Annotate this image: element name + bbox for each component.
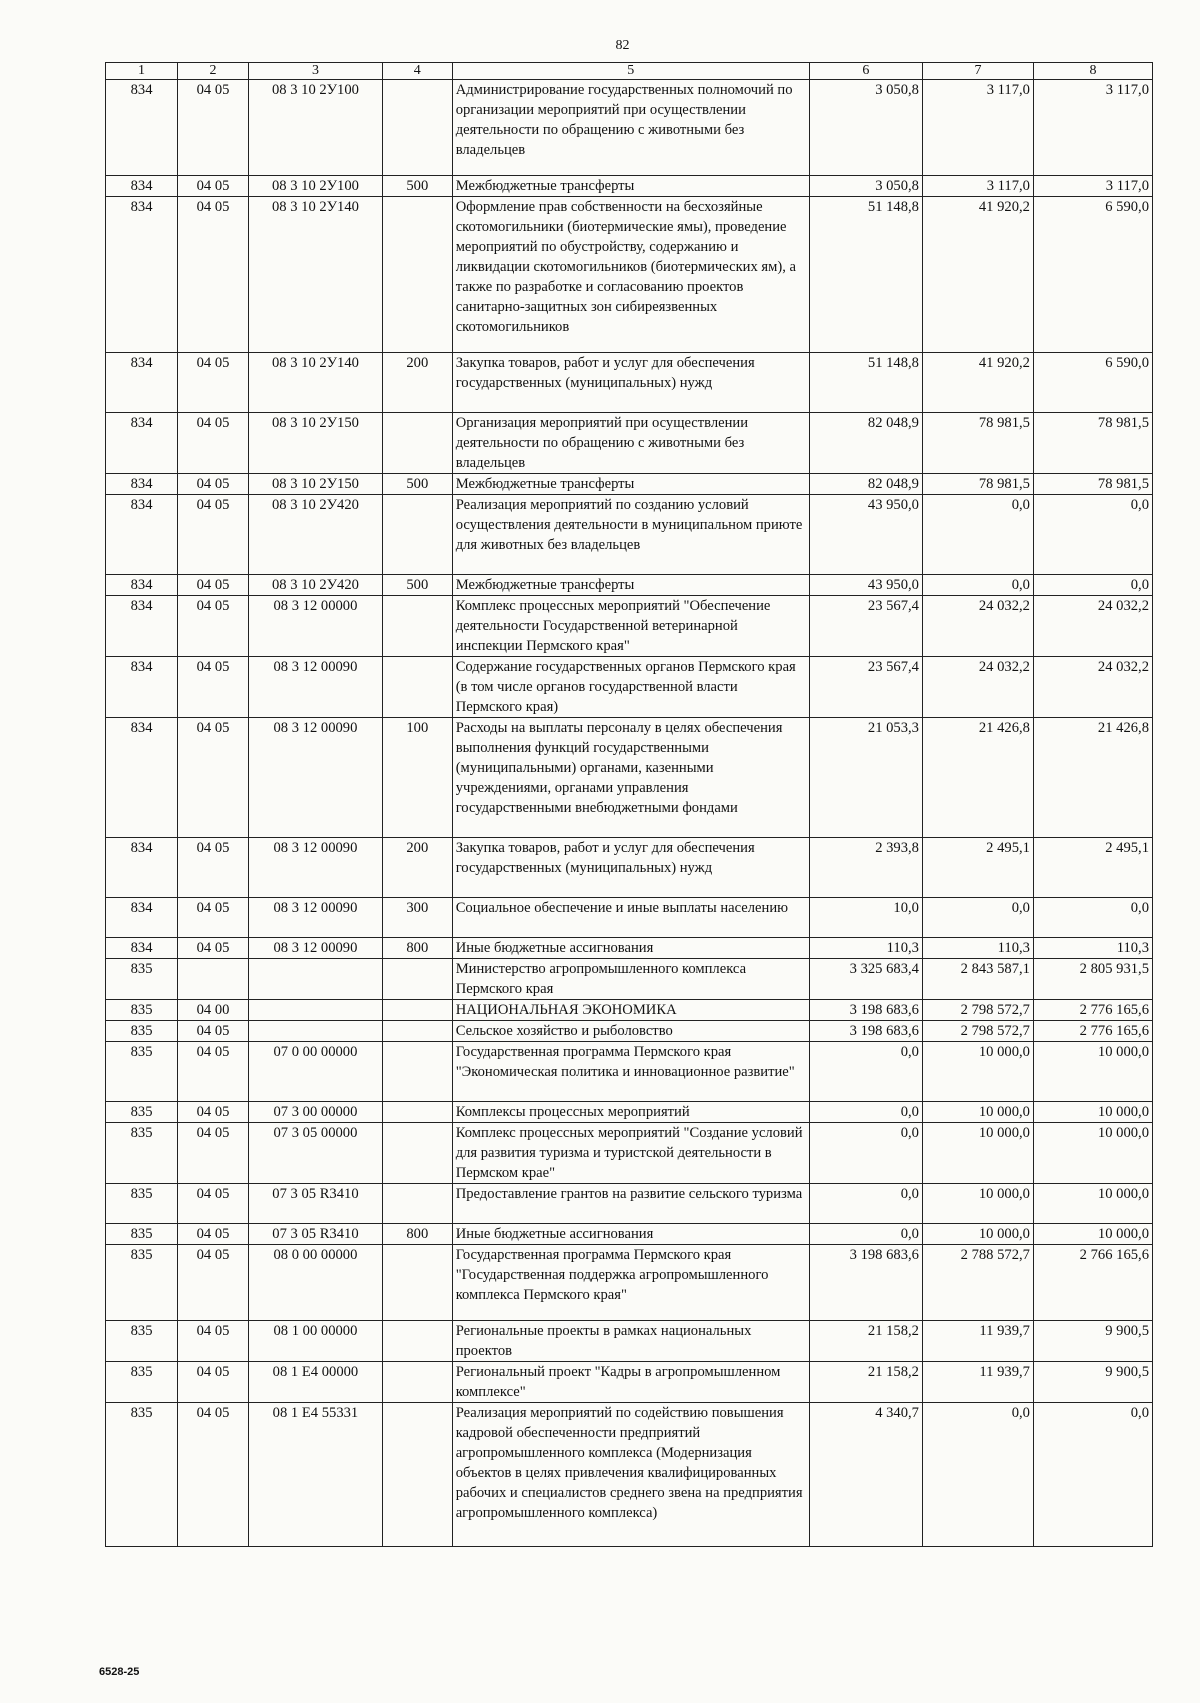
cell-amount-year-3: 78 981,5 xyxy=(1033,413,1152,474)
cell-target-article: 08 3 10 2У420 xyxy=(249,575,383,596)
cell-admin-code: 834 xyxy=(106,657,178,718)
cell-amount-year-3: 2 776 165,6 xyxy=(1033,1021,1152,1042)
cell-admin-code: 835 xyxy=(106,1123,178,1184)
cell-section: 04 05 xyxy=(178,838,249,898)
table-row xyxy=(106,1042,1153,1102)
cell-amount-year-1: 82 048,9 xyxy=(809,413,922,474)
cell-amount-year-2: 11 939,7 xyxy=(922,1321,1033,1362)
cell-description: Комплекс процессных мероприятий "Обеспечение деятельности Государственной ветеринарной инспекции Пермского края" xyxy=(452,596,809,657)
cell-section: 04 05 xyxy=(178,1123,249,1184)
cell-description: НАЦИОНАЛЬНАЯ ЭКОНОМИКА xyxy=(452,1000,809,1021)
cell-target-article: 08 3 12 00000 xyxy=(249,596,383,657)
cell-amount-year-1: 0,0 xyxy=(809,1042,922,1102)
table-row xyxy=(106,176,1153,197)
cell-expense-type xyxy=(382,1021,452,1042)
cell-amount-year-3: 3 117,0 xyxy=(1033,80,1152,176)
cell-admin-code: 835 xyxy=(106,1245,178,1321)
cell-description: Министерство агропромышленного комплекса Пермского края xyxy=(452,959,809,1000)
cell-admin-code: 834 xyxy=(106,353,178,413)
cell-amount-year-3: 0,0 xyxy=(1033,495,1152,575)
table-row xyxy=(106,1321,1153,1362)
cell-amount-year-2: 21 426,8 xyxy=(922,718,1033,838)
column-header: 4 xyxy=(382,63,452,80)
cell-admin-code: 834 xyxy=(106,898,178,938)
cell-expense-type xyxy=(382,1403,452,1547)
header-row xyxy=(106,63,1153,80)
cell-description: Организация мероприятий при осуществлении деятельности по обращению с животными без владельцев xyxy=(452,413,809,474)
column-header: 6 xyxy=(809,63,922,80)
cell-amount-year-3: 24 032,2 xyxy=(1033,596,1152,657)
column-header: 5 xyxy=(452,63,809,80)
cell-expense-type xyxy=(382,80,452,176)
cell-admin-code: 834 xyxy=(106,413,178,474)
cell-description: Содержание государственных органов Пермского края (в том числе органов государственной власти Пермского края) xyxy=(452,657,809,718)
table-row xyxy=(106,1102,1153,1123)
cell-description: Закупка товаров, работ и услуг для обеспечения государственных (муниципальных) нужд xyxy=(452,353,809,413)
cell-description: Реализация мероприятий по содействию повышения кадровой обеспеченности предприятий агропромышленного комплекса (Модернизация объектов в целях привлечения квалифицированных рабочих и специалистов среднего звена на предприятия агропромышленного комплекса) xyxy=(452,1403,809,1547)
cell-admin-code: 834 xyxy=(106,197,178,353)
table-row xyxy=(106,413,1153,474)
cell-amount-year-1: 3 198 683,6 xyxy=(809,1000,922,1021)
column-header: 3 xyxy=(249,63,383,80)
table-row xyxy=(106,495,1153,575)
cell-target-article xyxy=(249,1021,383,1042)
cell-amount-year-2: 24 032,2 xyxy=(922,596,1033,657)
cell-amount-year-1: 51 148,8 xyxy=(809,197,922,353)
cell-section: 04 05 xyxy=(178,1362,249,1403)
cell-description: Предоставление грантов на развитие сельского туризма xyxy=(452,1184,809,1224)
cell-description: Межбюджетные трансферты xyxy=(452,474,809,495)
cell-amount-year-1: 43 950,0 xyxy=(809,495,922,575)
cell-section xyxy=(178,959,249,1000)
cell-section: 04 05 xyxy=(178,596,249,657)
table-row xyxy=(106,197,1153,353)
cell-expense-type xyxy=(382,657,452,718)
cell-target-article: 08 1 00 00000 xyxy=(249,1321,383,1362)
cell-amount-year-2: 10 000,0 xyxy=(922,1224,1033,1245)
column-header: 8 xyxy=(1033,63,1152,80)
cell-expense-type: 200 xyxy=(382,353,452,413)
cell-expense-type xyxy=(382,1123,452,1184)
cell-section: 04 05 xyxy=(178,176,249,197)
cell-amount-year-2: 2 495,1 xyxy=(922,838,1033,898)
cell-expense-type xyxy=(382,495,452,575)
table-row xyxy=(106,838,1153,898)
cell-amount-year-1: 0,0 xyxy=(809,1102,922,1123)
cell-amount-year-1: 3 050,8 xyxy=(809,80,922,176)
cell-amount-year-1: 51 148,8 xyxy=(809,353,922,413)
cell-target-article: 08 3 10 2У420 xyxy=(249,495,383,575)
cell-amount-year-1: 10,0 xyxy=(809,898,922,938)
cell-amount-year-2: 3 117,0 xyxy=(922,80,1033,176)
table-row xyxy=(106,1224,1153,1245)
cell-section: 04 05 xyxy=(178,575,249,596)
cell-admin-code: 835 xyxy=(106,1362,178,1403)
cell-expense-type xyxy=(382,1000,452,1021)
cell-amount-year-2: 41 920,2 xyxy=(922,197,1033,353)
cell-amount-year-3: 9 900,5 xyxy=(1033,1321,1152,1362)
cell-admin-code: 835 xyxy=(106,1042,178,1102)
cell-target-article: 08 3 10 2У150 xyxy=(249,474,383,495)
cell-amount-year-2: 2 798 572,7 xyxy=(922,1021,1033,1042)
cell-expense-type xyxy=(382,1102,452,1123)
cell-admin-code: 835 xyxy=(106,1184,178,1224)
cell-admin-code: 834 xyxy=(106,575,178,596)
cell-amount-year-1: 82 048,9 xyxy=(809,474,922,495)
cell-expense-type xyxy=(382,1245,452,1321)
cell-section: 04 05 xyxy=(178,353,249,413)
cell-expense-type: 500 xyxy=(382,176,452,197)
cell-target-article: 07 3 05 R3410 xyxy=(249,1224,383,1245)
table-row xyxy=(106,1184,1153,1224)
cell-amount-year-2: 78 981,5 xyxy=(922,474,1033,495)
cell-amount-year-2: 41 920,2 xyxy=(922,353,1033,413)
cell-admin-code: 834 xyxy=(106,718,178,838)
cell-description: Расходы на выплаты персоналу в целях обеспечения выполнения функций государственными (муниципальными) органами, казенными учреждениями, органами управления государственными внебюджетными фондами xyxy=(452,718,809,838)
cell-amount-year-3: 2 805 931,5 xyxy=(1033,959,1152,1000)
cell-section: 04 05 xyxy=(178,1102,249,1123)
table-body xyxy=(106,80,1153,1547)
cell-section: 04 05 xyxy=(178,474,249,495)
cell-amount-year-2: 0,0 xyxy=(922,898,1033,938)
cell-amount-year-3: 6 590,0 xyxy=(1033,197,1152,353)
cell-section: 04 05 xyxy=(178,1224,249,1245)
cell-amount-year-2: 10 000,0 xyxy=(922,1042,1033,1102)
cell-amount-year-1: 0,0 xyxy=(809,1184,922,1224)
table-row xyxy=(106,575,1153,596)
cell-amount-year-1: 23 567,4 xyxy=(809,657,922,718)
document-code: 6528-25 xyxy=(99,1666,140,1678)
cell-target-article: 07 3 05 00000 xyxy=(249,1123,383,1184)
cell-amount-year-1: 2 393,8 xyxy=(809,838,922,898)
cell-expense-type: 300 xyxy=(382,898,452,938)
cell-amount-year-1: 3 198 683,6 xyxy=(809,1021,922,1042)
cell-amount-year-1: 0,0 xyxy=(809,1123,922,1184)
cell-section: 04 05 xyxy=(178,1021,249,1042)
cell-section: 04 05 xyxy=(178,718,249,838)
cell-amount-year-2: 0,0 xyxy=(922,495,1033,575)
cell-expense-type: 100 xyxy=(382,718,452,838)
cell-amount-year-1: 3 325 683,4 xyxy=(809,959,922,1000)
cell-expense-type xyxy=(382,1321,452,1362)
cell-amount-year-3: 78 981,5 xyxy=(1033,474,1152,495)
cell-amount-year-1: 4 340,7 xyxy=(809,1403,922,1547)
table-row xyxy=(106,1362,1153,1403)
cell-amount-year-1: 21 158,2 xyxy=(809,1321,922,1362)
cell-amount-year-1: 21 053,3 xyxy=(809,718,922,838)
cell-admin-code: 835 xyxy=(106,959,178,1000)
cell-expense-type: 800 xyxy=(382,1224,452,1245)
cell-amount-year-2: 0,0 xyxy=(922,1403,1033,1547)
cell-expense-type: 200 xyxy=(382,838,452,898)
cell-amount-year-3: 9 900,5 xyxy=(1033,1362,1152,1403)
cell-section: 04 05 xyxy=(178,898,249,938)
cell-description: Оформление прав собственности на бесхозяйные скотомогильники (биотермические ямы), проведение мероприятий по обустройству, содержанию и ликвидации скотомогильников (биотермических ям), а также по разработке и согласованию проектов санитарно-защитных зон сибиреязвенных скотомогильников xyxy=(452,197,809,353)
table-row xyxy=(106,1403,1153,1547)
cell-section: 04 05 xyxy=(178,495,249,575)
cell-amount-year-1: 110,3 xyxy=(809,938,922,959)
cell-amount-year-2: 2 788 572,7 xyxy=(922,1245,1033,1321)
table-row xyxy=(106,938,1153,959)
cell-section: 04 05 xyxy=(178,1184,249,1224)
cell-expense-type: 500 xyxy=(382,575,452,596)
cell-amount-year-3: 24 032,2 xyxy=(1033,657,1152,718)
table-row xyxy=(106,1123,1153,1184)
cell-target-article: 08 3 12 00090 xyxy=(249,898,383,938)
cell-amount-year-3: 2 495,1 xyxy=(1033,838,1152,898)
table-row xyxy=(106,596,1153,657)
cell-target-article xyxy=(249,959,383,1000)
cell-description: Государственная программа Пермского края "Государственная поддержка агропромышленного комплекса Пермского края" xyxy=(452,1245,809,1321)
cell-amount-year-2: 78 981,5 xyxy=(922,413,1033,474)
cell-amount-year-1: 43 950,0 xyxy=(809,575,922,596)
cell-target-article: 08 1 E4 55331 xyxy=(249,1403,383,1547)
cell-target-article: 08 3 10 2У140 xyxy=(249,353,383,413)
cell-admin-code: 835 xyxy=(106,1000,178,1021)
cell-amount-year-2: 10 000,0 xyxy=(922,1123,1033,1184)
cell-amount-year-1: 3 050,8 xyxy=(809,176,922,197)
cell-amount-year-2: 10 000,0 xyxy=(922,1102,1033,1123)
cell-target-article: 08 3 12 00090 xyxy=(249,838,383,898)
cell-amount-year-2: 3 117,0 xyxy=(922,176,1033,197)
cell-description: Социальное обеспечение и иные выплаты населению xyxy=(452,898,809,938)
cell-amount-year-2: 10 000,0 xyxy=(922,1184,1033,1224)
table-row xyxy=(106,1000,1153,1021)
cell-description: Комплекс процессных мероприятий "Создание условий для развития туризма и туристской деятельности в Пермском крае" xyxy=(452,1123,809,1184)
cell-target-article: 08 3 10 2У150 xyxy=(249,413,383,474)
cell-expense-type xyxy=(382,1042,452,1102)
cell-section: 04 05 xyxy=(178,1245,249,1321)
cell-target-article: 07 3 00 00000 xyxy=(249,1102,383,1123)
cell-section: 04 05 xyxy=(178,413,249,474)
cell-amount-year-2: 2 843 587,1 xyxy=(922,959,1033,1000)
cell-description: Региональные проекты в рамках национальных проектов xyxy=(452,1321,809,1362)
cell-amount-year-3: 110,3 xyxy=(1033,938,1152,959)
cell-expense-type xyxy=(382,413,452,474)
cell-amount-year-3: 10 000,0 xyxy=(1033,1224,1152,1245)
cell-admin-code: 834 xyxy=(106,596,178,657)
column-header: 2 xyxy=(178,63,249,80)
cell-amount-year-3: 10 000,0 xyxy=(1033,1042,1152,1102)
cell-amount-year-1: 3 198 683,6 xyxy=(809,1245,922,1321)
cell-expense-type xyxy=(382,197,452,353)
table-row xyxy=(106,80,1153,176)
cell-amount-year-3: 10 000,0 xyxy=(1033,1184,1152,1224)
cell-amount-year-3: 21 426,8 xyxy=(1033,718,1152,838)
cell-amount-year-3: 10 000,0 xyxy=(1033,1102,1152,1123)
cell-target-article: 08 0 00 00000 xyxy=(249,1245,383,1321)
cell-description: Реализация мероприятий по созданию условий осуществления деятельности в муниципальном приюте для животных без владельцев xyxy=(452,495,809,575)
budget-table xyxy=(105,62,1153,1547)
cell-admin-code: 835 xyxy=(106,1321,178,1362)
cell-admin-code: 834 xyxy=(106,838,178,898)
cell-expense-type xyxy=(382,596,452,657)
table-row xyxy=(106,1021,1153,1042)
table-row xyxy=(106,959,1153,1000)
cell-amount-year-2: 24 032,2 xyxy=(922,657,1033,718)
cell-amount-year-3: 6 590,0 xyxy=(1033,353,1152,413)
cell-description: Закупка товаров, работ и услуг для обеспечения государственных (муниципальных) нужд xyxy=(452,838,809,898)
cell-description: Региональный проект "Кадры в агропромышленном комплексе" xyxy=(452,1362,809,1403)
cell-amount-year-3: 10 000,0 xyxy=(1033,1123,1152,1184)
cell-amount-year-1: 0,0 xyxy=(809,1224,922,1245)
cell-description: Государственная программа Пермского края "Экономическая политика и инновационное развитие" xyxy=(452,1042,809,1102)
cell-target-article: 07 3 05 R3410 xyxy=(249,1184,383,1224)
cell-admin-code: 834 xyxy=(106,938,178,959)
table-row xyxy=(106,474,1153,495)
cell-target-article: 08 3 10 2У140 xyxy=(249,197,383,353)
table-row xyxy=(106,657,1153,718)
cell-expense-type xyxy=(382,1184,452,1224)
cell-amount-year-3: 0,0 xyxy=(1033,575,1152,596)
cell-description: Межбюджетные трансферты xyxy=(452,176,809,197)
cell-description: Иные бюджетные ассигнования xyxy=(452,938,809,959)
cell-admin-code: 834 xyxy=(106,474,178,495)
cell-section: 04 05 xyxy=(178,1042,249,1102)
cell-expense-type: 500 xyxy=(382,474,452,495)
cell-amount-year-2: 11 939,7 xyxy=(922,1362,1033,1403)
table-row xyxy=(106,1245,1153,1321)
cell-admin-code: 834 xyxy=(106,495,178,575)
cell-amount-year-1: 21 158,2 xyxy=(809,1362,922,1403)
cell-amount-year-2: 0,0 xyxy=(922,575,1033,596)
cell-section: 04 00 xyxy=(178,1000,249,1021)
cell-admin-code: 834 xyxy=(106,80,178,176)
cell-description: Межбюджетные трансферты xyxy=(452,575,809,596)
cell-description: Администрирование государственных полномочий по организации мероприятий при осуществлении деятельности по обращению с животными без владельцев xyxy=(452,80,809,176)
cell-expense-type xyxy=(382,1362,452,1403)
cell-amount-year-2: 2 798 572,7 xyxy=(922,1000,1033,1021)
cell-description: Сельское хозяйство и рыболовство xyxy=(452,1021,809,1042)
page-number: 82 xyxy=(615,38,630,53)
cell-section: 04 05 xyxy=(178,1403,249,1547)
cell-target-article: 08 3 10 2У100 xyxy=(249,176,383,197)
table-row xyxy=(106,898,1153,938)
cell-target-article xyxy=(249,1000,383,1021)
cell-target-article: 08 3 12 00090 xyxy=(249,938,383,959)
cell-expense-type xyxy=(382,959,452,1000)
cell-amount-year-3: 2 766 165,6 xyxy=(1033,1245,1152,1321)
cell-admin-code: 835 xyxy=(106,1224,178,1245)
cell-amount-year-3: 2 776 165,6 xyxy=(1033,1000,1152,1021)
cell-amount-year-3: 3 117,0 xyxy=(1033,176,1152,197)
cell-expense-type: 800 xyxy=(382,938,452,959)
column-header: 1 xyxy=(106,63,178,80)
cell-target-article: 08 1 E4 00000 xyxy=(249,1362,383,1403)
cell-description: Иные бюджетные ассигнования xyxy=(452,1224,809,1245)
table-row xyxy=(106,718,1153,838)
cell-description: Комплексы процессных мероприятий xyxy=(452,1102,809,1123)
cell-admin-code: 834 xyxy=(106,176,178,197)
table-row xyxy=(106,353,1153,413)
cell-admin-code: 835 xyxy=(106,1021,178,1042)
cell-section: 04 05 xyxy=(178,938,249,959)
cell-amount-year-1: 23 567,4 xyxy=(809,596,922,657)
cell-admin-code: 835 xyxy=(106,1403,178,1547)
cell-section: 04 05 xyxy=(178,657,249,718)
cell-amount-year-2: 110,3 xyxy=(922,938,1033,959)
cell-section: 04 05 xyxy=(178,197,249,353)
cell-amount-year-3: 0,0 xyxy=(1033,1403,1152,1547)
cell-amount-year-3: 0,0 xyxy=(1033,898,1152,938)
cell-target-article: 08 3 12 00090 xyxy=(249,657,383,718)
cell-section: 04 05 xyxy=(178,1321,249,1362)
column-header: 7 xyxy=(922,63,1033,80)
cell-target-article: 08 3 12 00090 xyxy=(249,718,383,838)
cell-target-article: 07 0 00 00000 xyxy=(249,1042,383,1102)
cell-admin-code: 835 xyxy=(106,1102,178,1123)
cell-section: 04 05 xyxy=(178,80,249,176)
cell-target-article: 08 3 10 2У100 xyxy=(249,80,383,176)
